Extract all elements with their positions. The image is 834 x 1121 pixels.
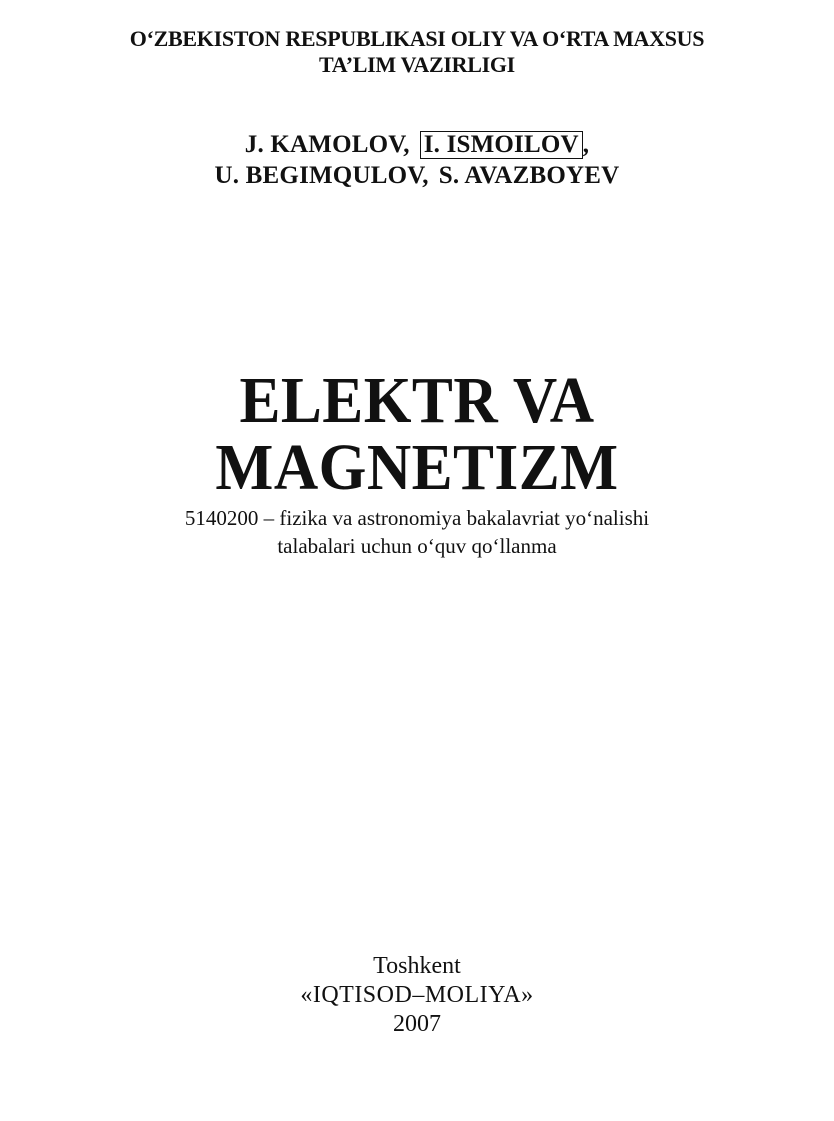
ministry-line-1: O‘ZBEKISTON RESPUBLIKASI OLIY VA O‘RTA MAXSUS [129, 26, 705, 51]
author-ismoilov-comma: , [582, 131, 590, 158]
subtitle-line-2: talabalari uchun o‘quv qo‘llanma [277, 534, 557, 558]
author-kamolov: J. KAMOLOV, [244, 131, 410, 158]
author-begimqulov: U. BEGIMQULOV, [214, 162, 429, 189]
imprint-publisher: «IQTISOD–MOLIYA» [300, 982, 534, 1008]
authors-line-2 [0, 162, 834, 190]
ministry-line-2: TA’LIM VAZIRLIGI [319, 52, 515, 77]
authors-line-1 [0, 131, 834, 159]
author-avazboyev: S. AVAZBOYEV [438, 162, 620, 189]
author-ismoilov-boxed: I. ISMOILOV [420, 131, 583, 159]
imprint-city: Toshkent [373, 953, 461, 979]
book-title-line-1: ELEKTR VA [239, 364, 595, 437]
book-title-line-2: MAGNETIZM [215, 431, 619, 504]
imprint-year: 2007 [393, 1011, 441, 1037]
subtitle-line-1: 5140200 – fizika va astronomiya bakalavriat yo‘nalishi [184, 506, 650, 530]
